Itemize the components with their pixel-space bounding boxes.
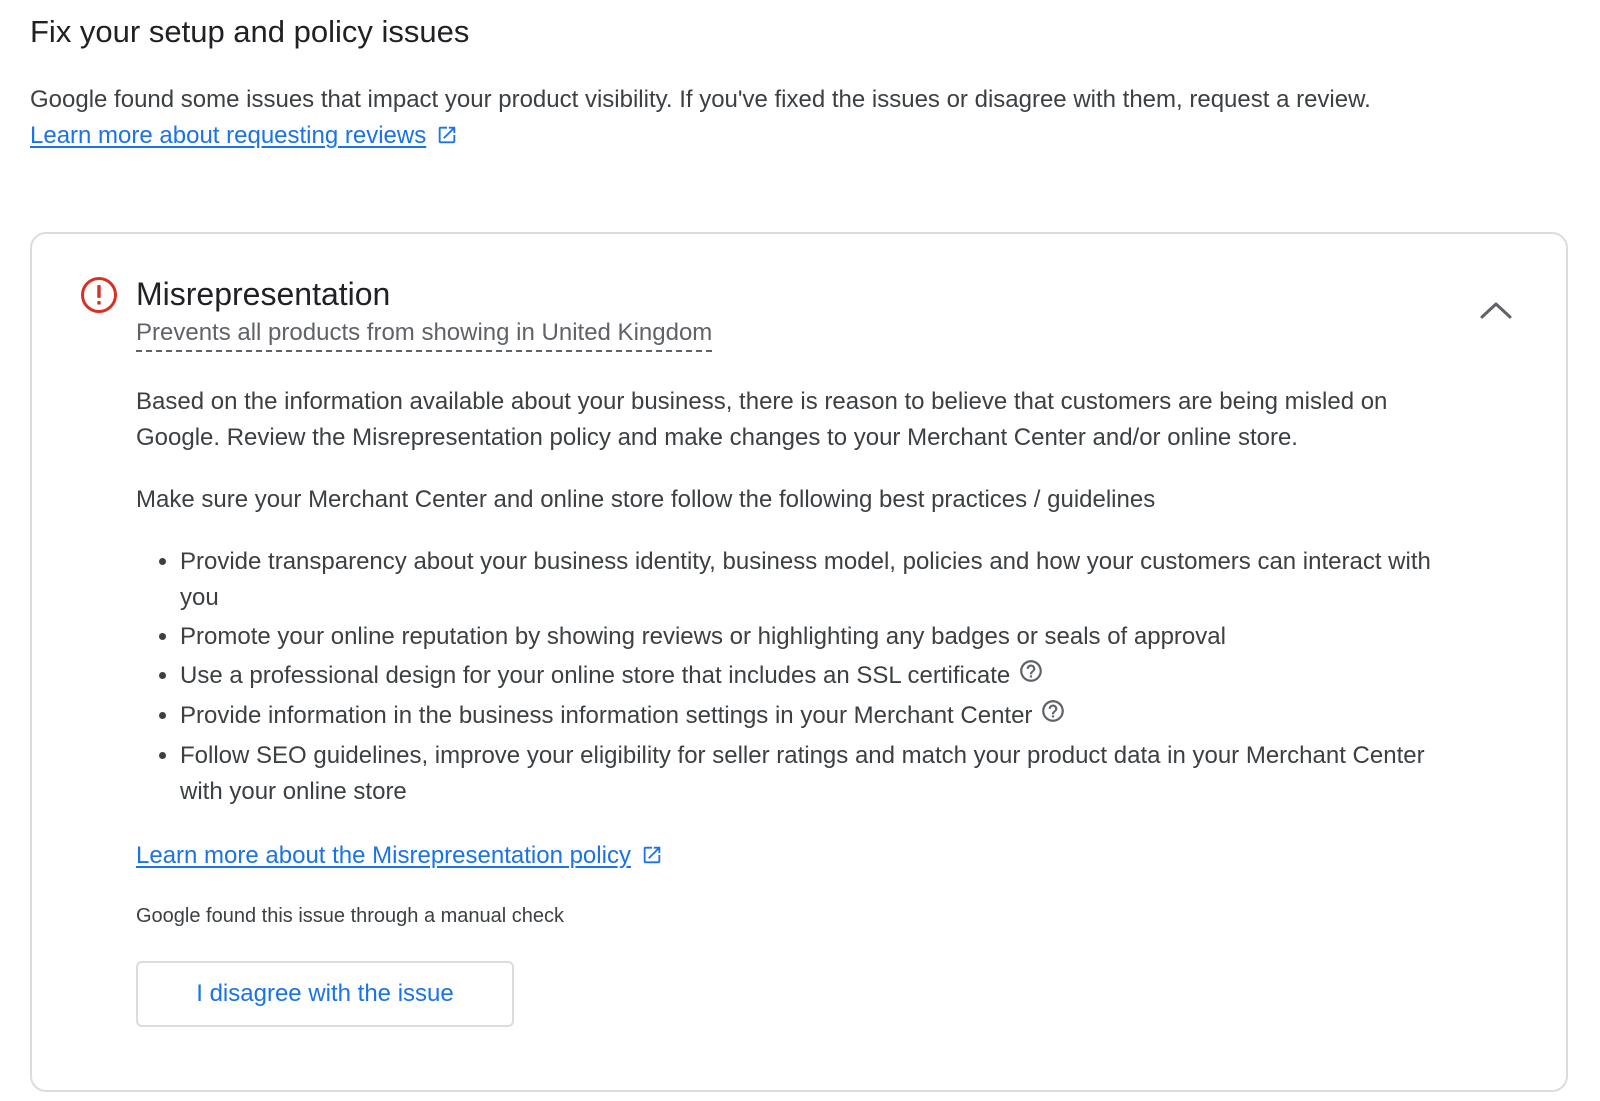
issue-impact-subtitle[interactable]: Prevents all products from showing in United Kingdom [136, 316, 712, 352]
error-icon [80, 276, 118, 314]
issue-card [30, 232, 1568, 1092]
guidelines-intro: Make sure your Merchant Center and online store follow the following best practices / guidelines [136, 486, 1156, 513]
issue-details [136, 384, 1436, 1027]
collapse-button[interactable] [1474, 290, 1518, 334]
learn-more-policy-link[interactable] [136, 842, 631, 869]
learn-more-reviews-label: Learn more about requesting reviews [30, 122, 427, 149]
guideline-text: Promote your online reputation by showing reviews or highlighting any badges or seals of approval [180, 623, 1226, 650]
list-item [180, 698, 1436, 735]
intro-section [30, 82, 1570, 157]
list-item [180, 738, 1436, 810]
list-item [180, 544, 1436, 616]
chevron-up-icon [1479, 300, 1513, 325]
policy-link-row [136, 838, 1436, 877]
page-title: Fix your setup and policy issues [30, 14, 470, 49]
external-link-icon[interactable] [641, 841, 663, 877]
list-item [180, 658, 1436, 695]
issue-description: Based on the information available about your business, there is reason to believe that customers are being misled on Google. Review the Misrepresentation policy and make changes to your Merchant Center and/or online store. [136, 388, 1388, 451]
guideline-text: Use a professional design for your online store that includes an SSL certificate [180, 662, 1011, 689]
issue-title: Misrepresentation [136, 276, 391, 312]
external-link-icon[interactable] [436, 121, 458, 157]
learn-more-reviews-link[interactable] [30, 122, 426, 149]
guideline-text: Follow SEO guidelines, improve your eligibility for seller ratings and match your product data in your Merchant Center with your online store [180, 742, 1425, 805]
list-item [180, 619, 1436, 655]
learn-more-policy-label: Learn more about the Misrepresentation policy [136, 842, 631, 869]
detection-note: Google found this issue through a manual check [136, 905, 565, 927]
disagree-button[interactable]: I disagree with the issue [136, 961, 514, 1027]
intro-description: Google found some issues that impact your product visibility. If you've fixed the issues or disagree with them, request a review. [30, 86, 1371, 113]
help-icon[interactable] [1040, 698, 1066, 735]
guidelines-list [136, 544, 1436, 810]
help-icon[interactable] [1018, 658, 1044, 695]
guideline-text: Provide transparency about your business identity, business model, policies and how your customers can interact with you [180, 548, 1431, 611]
guideline-text: Provide information in the business information settings in your Merchant Center [180, 702, 1033, 729]
